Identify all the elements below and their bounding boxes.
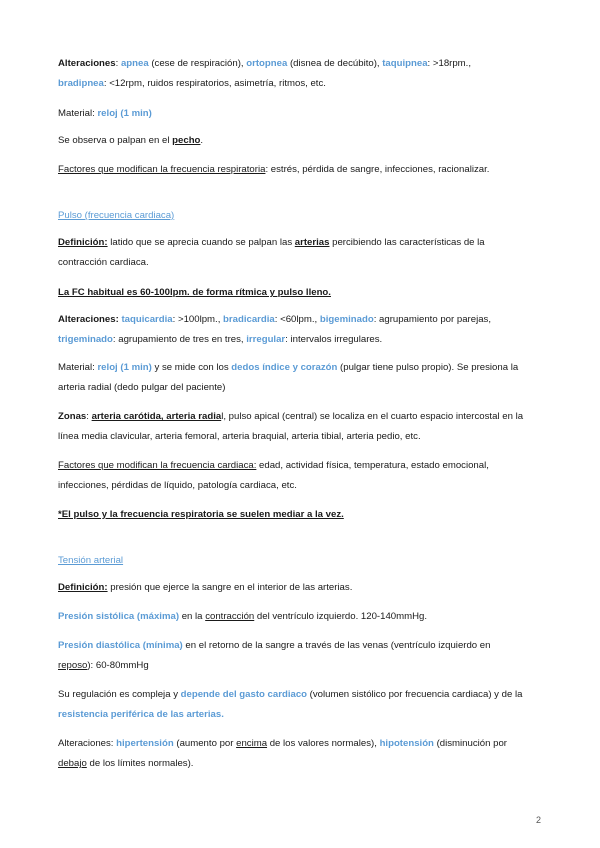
pulse-factors: Factores que modifican la frecuencia cardiaca: edad, actividad física, temperatura, estado emocional, infecciones, pérdidas de líquido, patología cardiaca, etc. [58,460,489,491]
page-number: 2 [536,815,542,825]
term-taquipnea: taquipnea [382,58,428,69]
term-systolic: Presión sistólica (máxima) [58,611,180,622]
pulse-heading: Pulso (frecuencia cardiaca) [58,210,175,221]
term-taquicardia: taquicardia [121,314,173,325]
term-bigeminado: bigeminado [319,314,374,325]
word-pecho: pecho [172,135,201,146]
word-encima: encima [236,738,268,749]
bp-diastolic: Presión diastólica (mínima) en el retorno de la sangre a través de las venas (ventrículo izquierdo en reposo): 60-80mmHg [58,640,491,671]
term-irregular: irregular [246,334,286,345]
pulse-factors-label: Factores que modifican la frecuencia cardiaca: [58,460,257,471]
term-resistencia: resistencia periférica de las arterias. [58,709,224,720]
resp-material-value: reloj (1 min) [97,108,152,119]
bp-definition: Definición: presión que ejerce la sangre en el interior de las arterias. [58,582,353,593]
term-trigeminado: trigeminado [58,334,113,345]
bp-regulation: Su regulación es compleja y depende del gasto cardiaco (volumen sistólico por frecuencia cardiaca) y de la resistencia periférica de las arterias. [58,689,523,720]
zones-arteries: arteria carótida, arteria radia [91,411,222,422]
bp-heading: Tensión arterial [58,555,124,566]
term-ortopnea: ortopnea [246,58,288,69]
word-contraccion: contracción [205,611,255,622]
pulse-def-label: Definición: [58,237,108,248]
pulse-definition: Definición: latido que se aprecia cuando se palpan las arterias percibiendo las características de la contracción cardiaca. [58,237,485,268]
resp-material: Material: reloj (1 min) [58,108,152,119]
term-hipotension: hipotensión [379,738,434,749]
term-gasto-cardiaco: depende del gasto cardiaco [180,689,308,700]
bp-def-label: Definición: [58,582,108,593]
resp-alt-label: Alteraciones [58,58,116,69]
pulse-material: Material: reloj (1 min) y se mide con los dedos índice y corazón (pulgar tiene pulso propio). Se presiona la arteria radial (dedo pulgar del paciente) [58,362,519,393]
pulse-alterations: Alteraciones: taquicardia: >100lpm., bradicardia: <60lpm., bigeminado: agrupamiento por parejas, trigeminado: agrupamiento de tres en tres, irregular: intervalos irregulares. [58,314,492,345]
bp-alterations: Alteraciones: hipertensión (aumento por encima de los valores normales), hipotensión (disminución por debajo de los límites normales). [58,738,507,769]
term-apnea: apnea [120,58,149,69]
pulse-zones: Zonas: arteria carótida, arteria radial, pulso apical (central) se localiza en el cuarto espacio intercostal en la línea media clavicular, arteria femoral, arteria braquial, arteria tibial, arteria pedio, etc. [58,411,524,442]
term-hipertension: hipertensión [116,738,174,749]
word-debajo: debajo [58,758,87,769]
pulse-note: *El pulso y la frecuencia respiratoria se suelen mediar a la vez. [58,509,344,520]
word-arterias: arterias [294,237,330,248]
term-fingers: dedos índice y corazón [231,362,338,373]
term-bradicardia: bradicardia [223,314,275,325]
pulse-fc-note: La FC habitual es 60-100lpm. de forma rítmica y pulso lleno. [58,287,331,298]
resp-alterations: Alteraciones: apnea (cese de respiración), ortopnea (disnea de decúbito), taquipnea: >18rpm., bradipnea: <12rpm, ruidos respiratorios, asimetría, ritmos, etc. [58,58,472,89]
term-bradipnea: bradipnea [58,78,104,89]
resp-factors: Factores que modifican la frecuencia respiratoria: estrés, pérdida de sangre, infecciones, racionalizar. [58,164,490,175]
bp-systolic: Presión sistólica (máxima) en la contracción del ventrículo izquierdo. 120-140mmHg. [58,611,428,622]
word-reposo: reposo [58,660,88,671]
term-diastolic: Presión diastólica (mínima) [58,640,183,651]
resp-factors-label: Factores que modifican la frecuencia respiratoria [58,164,266,175]
resp-observe: Se observa o palpan en el pecho. [58,135,204,146]
